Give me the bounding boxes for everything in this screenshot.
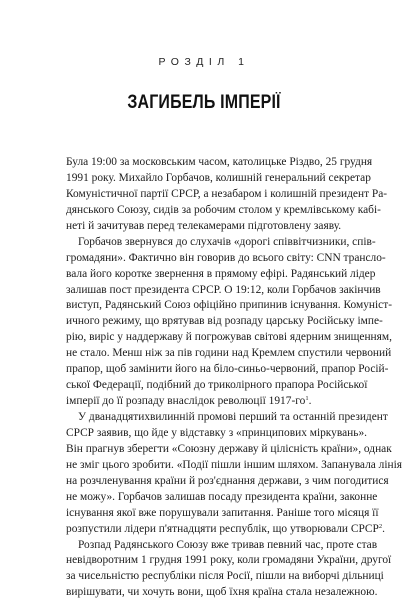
text-line: неті й зачитував перед телекамерами підготовлену заяву.: [66, 219, 356, 235]
text-line: 1991 року. Михайло Горбачов, колишній генеральний секретар: [66, 171, 356, 187]
text-line: рію, виріс у наддержаву й погрожував світові ядерним знищенням,: [66, 330, 356, 346]
text-line: не зміг цього зробити. «Події пішли іншим шляхом. Запанувала лінія: [66, 458, 356, 474]
text-line: виступ, Радянський Союз офіційно припинив існування. Комуніст-: [66, 298, 356, 314]
text-line: Комуністичної партії СРСР, а незабаром і колишній президент Ра-: [66, 187, 356, 203]
text-line: не можу». Горбачов залишав посаду президента країни, законне: [66, 490, 356, 506]
text-line: Була 19:00 за московським часом, католицьке Різдво, 25 грудня: [66, 155, 356, 171]
text-line-with-footnote: імперії до її розпаду внаслідок революції $1917-го^1$.: [66, 394, 356, 410]
paragraph: [66, 155, 356, 235]
text-line: імперії до її розпаду внаслідок революції 1917-го: [66, 395, 305, 407]
text-line: Він прагнув зберегти «Союзну державу й цілісність країни», однак: [66, 442, 356, 458]
text-line: У дванадцятихвилинній промові перший та останній президент: [66, 410, 356, 426]
text-line: вала його коротке звернення в прямому ефірі. Радянський лідер: [66, 267, 356, 283]
paragraph: [66, 410, 356, 538]
text-line: за чисельністю республіки після Росії, пішли на виборчі дільниці: [66, 569, 356, 585]
text-line: Розпад Радянського Союзу вже тривав певний час, проте став: [66, 538, 356, 554]
text-line: існування якої вже порушували запитання. Раніше того місяця її: [66, 506, 356, 522]
text-line: не стало. Менш ніж за пів години над Кремлем спустили червоний: [66, 346, 356, 362]
text-line: ської Федерації, подібний до триколірного прапора Російської: [66, 378, 356, 394]
text-line: ичного режиму, що врятував від розпаду царську Російську імпе-: [66, 314, 356, 330]
chapter-title: ЗАГИБЕЛЬ ІМПЕРІЇ: [33, 92, 376, 114]
body-text: [66, 155, 356, 601]
text-line: невідворотним 1 грудня 1991 року, коли громадяни України, другої: [66, 553, 356, 569]
text-line: прапор, щоб замінити його на біло-синьо-червоний, прапор Росій-: [66, 362, 356, 378]
text-line: Горбачов звернувся до слухачів «дорогі співвітчизники, спів-: [66, 235, 356, 251]
footnote-marker[interactable]: 2: [379, 523, 382, 530]
footnote-marker[interactable]: 1: [305, 395, 308, 402]
paragraph: [66, 235, 356, 410]
text-line: СРСР заявив, що йде у відставку з «принципових міркувань».: [66, 426, 356, 442]
text-line: громадяни». Фактично він говорив до всього світу: CNN трансло-: [66, 251, 356, 267]
text-line: залишав пост президента СРСР. О 19:12, коли Горбачов закінчив: [66, 283, 356, 299]
text-line: розпустили лідери п'ятнадцяти республік, що утворювали СРСР: [66, 523, 379, 535]
text-line: на розчленування країни й роз'єднання держави, з чим погодитися: [66, 474, 356, 490]
chapter-label: РОЗДІЛ 1: [0, 56, 408, 68]
paragraph: [66, 538, 356, 601]
text-line: дянського Союзу, сидів за робочим столом у кремлівському кабі-: [66, 203, 356, 219]
text-line-with-footnote: розпустили лідери п'ятнадцяти республік, що утворювали СРСР$^2$.: [66, 522, 356, 538]
text-line: вирішувати, чи хочуть вони, щоб їхня країна стала незалежною.: [66, 585, 356, 601]
